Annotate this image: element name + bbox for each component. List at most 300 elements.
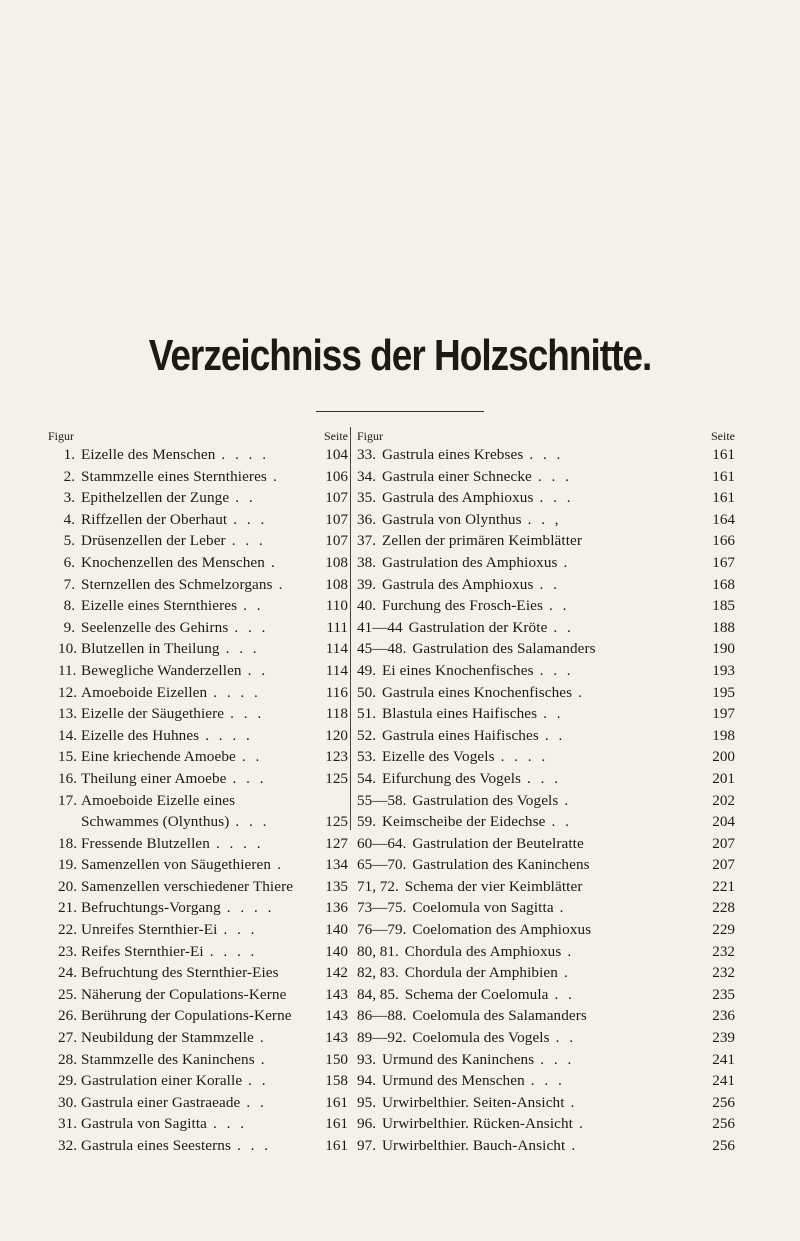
entry-title: Gastrula von Olynthus xyxy=(381,510,522,528)
list-item xyxy=(357,1070,735,1092)
leader-dots: . . , xyxy=(527,510,562,528)
page-number: 161 xyxy=(712,467,735,485)
entry-text xyxy=(405,876,693,898)
entry-text xyxy=(405,984,693,1006)
figure-number: 82, 83. xyxy=(357,964,399,982)
figure-number: 22. xyxy=(58,921,77,939)
figure-number: 6. xyxy=(63,553,75,571)
figure-header: Figur xyxy=(357,429,384,443)
figure-number: 65—70. xyxy=(357,856,407,874)
entry-text xyxy=(412,919,693,941)
entry-title: Chordula des Amphioxus xyxy=(404,942,562,960)
entry-text xyxy=(382,487,693,509)
entry-title: Riffzellen der Oberhaut xyxy=(81,510,228,528)
entry-title: Gastrula einer Gastraeade xyxy=(81,1093,241,1111)
list-item xyxy=(58,984,348,1006)
list-item xyxy=(357,703,735,725)
figure-number: 95. xyxy=(357,1093,376,1111)
page-number: 166 xyxy=(712,532,735,550)
leader-dots: . . xyxy=(544,726,566,744)
entry-title: Gastrula eines Seesterns xyxy=(81,1137,232,1154)
entry-text xyxy=(81,487,308,509)
list-item xyxy=(357,574,735,596)
figure-number: 7. xyxy=(63,575,75,593)
list-item xyxy=(357,552,735,574)
entry-text xyxy=(382,682,693,704)
list-item xyxy=(357,1027,735,1049)
entry-text xyxy=(382,444,693,466)
figure-number: 84, 85. xyxy=(357,985,399,1003)
entry-title: Schema der vier Keimblätter xyxy=(404,877,583,895)
figure-number: 17. xyxy=(58,791,77,809)
page-number: 236 xyxy=(712,1007,735,1025)
list-item xyxy=(58,811,348,833)
entry-title: Eizelle des Huhnes xyxy=(81,726,200,744)
page-number: 232 xyxy=(712,942,735,960)
figure-number: 15. xyxy=(58,748,77,766)
entry-title: Gastrulation des Salamanders xyxy=(412,640,596,658)
leader-dots: . . . xyxy=(233,510,268,528)
list-item xyxy=(357,1135,735,1157)
entry-title: Näherung der Copulations-Kerne xyxy=(81,985,287,1003)
entry-title: Stammzelle eines Sternthieres xyxy=(81,467,267,485)
figure-number: 93. xyxy=(357,1050,376,1068)
figure-number: 26. xyxy=(58,1007,77,1025)
list-item xyxy=(58,876,348,898)
leader-dots: . . . xyxy=(231,532,266,550)
leader-dots: . . . . xyxy=(209,942,258,960)
list-item xyxy=(357,919,735,941)
figure-number: 33. xyxy=(357,446,376,463)
page-number: 125 xyxy=(325,813,348,831)
entry-text xyxy=(81,660,308,682)
entry-title: Gastrula eines Krebses xyxy=(381,446,524,463)
page-number: 158 xyxy=(325,1072,348,1090)
leader-dots: . . . xyxy=(235,813,270,831)
entry-title: Urmund des Menschen xyxy=(381,1072,525,1090)
list-item xyxy=(58,574,348,596)
entry-title: Gastrula des Amphioxus xyxy=(381,575,534,593)
list-item xyxy=(357,1092,735,1114)
entry-text xyxy=(81,1049,308,1071)
entry-title: Gastrula des Amphioxus xyxy=(381,489,534,507)
page-number: 241 xyxy=(712,1072,735,1090)
list-item xyxy=(58,941,348,963)
list-item xyxy=(58,746,348,768)
page-number: 107 xyxy=(325,532,348,550)
figure-number: 9. xyxy=(63,618,75,636)
figure-number: 50. xyxy=(357,683,376,701)
entry-title: Gastrulation des Vogels xyxy=(412,791,559,809)
entry-text xyxy=(405,941,693,963)
leader-dots: . xyxy=(563,553,571,571)
entry-text xyxy=(382,552,693,574)
entry-text xyxy=(412,897,693,919)
figure-number: 54. xyxy=(357,769,376,787)
entry-title: Stammzelle des Kaninchens xyxy=(81,1050,255,1068)
entry-text xyxy=(81,725,308,747)
figure-number: 30. xyxy=(58,1093,77,1111)
list-item xyxy=(357,487,735,509)
page-number: 202 xyxy=(712,791,735,809)
right-entry-list xyxy=(357,444,735,1157)
entry-text xyxy=(382,574,693,596)
page-number: 111 xyxy=(326,618,348,636)
page-number: 207 xyxy=(712,834,735,852)
page-number: 114 xyxy=(325,661,348,679)
page-title: Verzeichniss der Holzschnitte. xyxy=(148,331,652,380)
leader-dots: . xyxy=(277,856,284,874)
entry-text xyxy=(81,530,308,552)
entry-text xyxy=(81,638,308,660)
entry-title: Eizelle der Säugethiere xyxy=(81,705,225,723)
page-number: 135 xyxy=(325,877,348,895)
entry-title: Gastrula eines Knochenfisches xyxy=(381,683,573,701)
figure-number: 29. xyxy=(58,1072,77,1090)
figure-number: 38. xyxy=(357,553,376,571)
entry-text xyxy=(81,444,308,466)
figure-number: 60—64. xyxy=(357,834,407,852)
list-item xyxy=(357,682,735,704)
entry-title: Blastula eines Haifisches xyxy=(381,705,538,723)
leader-dots: . . xyxy=(553,618,574,636)
entry-title: Amoeboide Eizelle eines xyxy=(81,791,236,809)
page-number: 107 xyxy=(325,489,348,507)
page-number: 140 xyxy=(325,942,348,960)
leader-dots: . xyxy=(278,575,286,593)
figure-number: 24. xyxy=(58,964,77,982)
list-item xyxy=(58,509,348,531)
page-number: 256 xyxy=(712,1093,735,1111)
leader-dots: . . xyxy=(554,985,575,1003)
entry-text xyxy=(81,466,308,488)
page-number: 167 xyxy=(712,553,735,571)
list-item xyxy=(357,790,735,812)
list-item xyxy=(58,703,348,725)
list-item xyxy=(357,962,735,984)
entry-title: Drüsenzellen der Leber xyxy=(81,532,226,550)
entry-text xyxy=(382,660,693,682)
page-number: 161 xyxy=(325,1137,348,1154)
entry-title: Urmund des Kaninchens xyxy=(381,1050,535,1068)
list-item xyxy=(58,638,348,660)
leader-dots: . . . . xyxy=(205,726,253,744)
figure-number: 59. xyxy=(357,813,376,831)
entry-text xyxy=(81,876,308,898)
page-number: 142 xyxy=(325,964,348,982)
page-number: 134 xyxy=(325,856,348,874)
entry-text xyxy=(81,854,308,876)
list-item xyxy=(58,487,348,509)
list-item xyxy=(357,1113,735,1135)
entry-text xyxy=(81,768,308,790)
list-item xyxy=(58,617,348,639)
leader-dots: . xyxy=(567,942,575,960)
entry-title: Amoeboide Eizellen xyxy=(81,683,208,701)
page-number: 104 xyxy=(325,446,348,463)
entry-title: Theilung einer Amoebe xyxy=(81,769,227,787)
list-item xyxy=(58,682,348,704)
figure-number: 49. xyxy=(357,661,376,679)
right-column xyxy=(357,428,735,1157)
list-item xyxy=(58,530,348,552)
figure-number: 71, 72. xyxy=(357,877,399,895)
entry-text xyxy=(81,617,308,639)
entry-text xyxy=(81,552,308,574)
leader-dots: . . . xyxy=(225,640,260,658)
entry-title: Furchung des Frosch-Eies xyxy=(381,597,543,615)
list-item xyxy=(357,833,735,855)
figure-number: 39. xyxy=(357,575,376,593)
figure-number: 20. xyxy=(58,877,77,895)
leader-dots: . . . xyxy=(529,446,564,463)
page-number: 195 xyxy=(712,683,735,701)
leader-dots: . . . . xyxy=(213,683,261,701)
left-entry-list xyxy=(58,444,348,1157)
leader-dots: . xyxy=(563,964,571,982)
leader-dots: . . . xyxy=(237,1137,271,1154)
list-item xyxy=(58,768,348,790)
leader-dots: . xyxy=(578,683,585,701)
list-item xyxy=(58,552,348,574)
figure-number: 52. xyxy=(357,726,376,744)
entry-title: Urwirbelthier. Rücken-Ansicht xyxy=(381,1115,573,1133)
figure-number: 19. xyxy=(58,856,77,874)
page-header: Seite xyxy=(711,429,735,443)
entry-title: Befruchtung des Sternthier-Eies xyxy=(81,964,279,982)
figure-header: Figur xyxy=(48,429,75,443)
page-number: 136 xyxy=(325,899,348,917)
entry-title: Blutzellen in Theilung xyxy=(81,640,220,658)
entry-title: Samenzellen von Säugethieren xyxy=(81,856,272,874)
figure-number: 27. xyxy=(58,1029,77,1047)
page-number: 200 xyxy=(712,748,735,766)
leader-dots: . . . xyxy=(213,1115,247,1133)
entry-text xyxy=(81,833,308,855)
list-item xyxy=(58,833,348,855)
leader-dots: . xyxy=(571,1137,579,1154)
page-number: 239 xyxy=(712,1029,735,1047)
figure-number: 25. xyxy=(58,985,77,1003)
entry-title: Eizelle eines Sternthieres xyxy=(81,597,238,615)
entry-title: Gastrula von Sagitta xyxy=(81,1115,208,1133)
figure-number: 45—48. xyxy=(357,640,407,658)
list-item xyxy=(357,725,735,747)
list-item xyxy=(357,854,735,876)
page-number: 235 xyxy=(712,985,735,1003)
leader-dots: . . xyxy=(543,705,564,723)
entry-title: Chordula der Amphibien xyxy=(404,964,558,982)
entry-text xyxy=(81,1070,308,1092)
left-column xyxy=(48,428,348,1157)
leader-dots: . . . xyxy=(530,1072,565,1090)
figure-number: 11. xyxy=(58,661,77,679)
list-item xyxy=(357,876,735,898)
entry-text xyxy=(405,962,693,984)
list-item xyxy=(357,1005,735,1027)
leader-dots: . . xyxy=(247,661,269,679)
leader-dots: . xyxy=(570,1093,578,1111)
leader-dots: . . xyxy=(243,597,264,615)
page-number: 188 xyxy=(712,618,735,636)
entry-text xyxy=(382,1135,693,1157)
leader-dots: . . . xyxy=(223,921,258,939)
page-number: 198 xyxy=(712,726,735,744)
figure-number: 12. xyxy=(58,683,77,701)
leader-dots: . . . xyxy=(232,769,267,787)
page-number: 221 xyxy=(712,877,735,895)
leader-dots: . . . xyxy=(540,1050,575,1068)
entry-text xyxy=(382,768,693,790)
entry-title: Coelomula von Sagitta xyxy=(412,899,554,917)
leader-dots: . . xyxy=(235,489,256,507)
entry-title: Gastrulation des Kaninchens xyxy=(412,856,590,874)
entry-title: Fressende Blutzellen xyxy=(81,834,210,852)
list-item xyxy=(357,530,735,552)
list-item xyxy=(357,746,735,768)
leader-dots: . xyxy=(259,1029,267,1047)
entry-text xyxy=(382,811,693,833)
entry-title: Befruchtungs-Vorgang xyxy=(81,899,221,917)
entry-text xyxy=(81,595,308,617)
page-number: 161 xyxy=(712,489,735,507)
entry-title: Eizelle des Menschen xyxy=(81,446,216,463)
page-number: 193 xyxy=(712,661,735,679)
entry-title: Coelomation des Amphioxus xyxy=(412,921,592,939)
page-number: 232 xyxy=(712,964,735,982)
figure-number: 18. xyxy=(58,834,77,852)
entry-text xyxy=(382,530,693,552)
list-item xyxy=(58,466,348,488)
page-number: 143 xyxy=(325,1029,348,1047)
figure-number: 31. xyxy=(58,1115,77,1133)
figure-number: 80, 81. xyxy=(357,942,399,960)
entry-text xyxy=(382,746,693,768)
entry-text xyxy=(382,509,693,531)
left-column-header xyxy=(48,428,348,444)
list-item xyxy=(357,466,735,488)
figure-number: 8. xyxy=(63,597,75,615)
leader-dots: . . xyxy=(241,748,263,766)
figure-number: 28. xyxy=(58,1050,77,1068)
entry-title: Gastrulation des Amphioxus xyxy=(381,553,558,571)
page-number: 161 xyxy=(325,1115,348,1133)
leader-dots: . . . . xyxy=(500,748,549,766)
figure-number: 14. xyxy=(58,726,77,744)
page-header: Seite xyxy=(324,429,348,443)
page-number: 123 xyxy=(325,748,348,766)
figure-number: 16. xyxy=(58,769,77,787)
list-item xyxy=(357,984,735,1006)
list-item xyxy=(58,897,348,919)
entry-text xyxy=(81,962,308,984)
leader-dots: . . xyxy=(539,575,560,593)
figure-number: 40. xyxy=(357,597,376,615)
page-number: 161 xyxy=(325,1093,348,1111)
page-number: 116 xyxy=(325,683,348,701)
list-item xyxy=(58,1005,348,1027)
leader-dots: . . xyxy=(248,1072,269,1090)
entry-text xyxy=(81,1005,308,1027)
entry-title: Berührung der Copulations-Kerne xyxy=(81,1007,292,1025)
entry-title: Gastrulation einer Koralle xyxy=(81,1072,243,1090)
entry-title: Eifurchung des Vogels xyxy=(381,769,522,787)
list-item xyxy=(357,444,735,466)
entry-text xyxy=(81,703,308,725)
list-item xyxy=(357,638,735,660)
figure-number: 3. xyxy=(63,489,75,507)
list-item xyxy=(58,1070,348,1092)
list-item xyxy=(357,897,735,919)
entry-title: Seelenzelle des Gehirns xyxy=(81,618,229,636)
entry-title: Zellen der primären Keimblätter xyxy=(381,532,583,550)
list-item xyxy=(357,509,735,531)
entry-title: Unreifes Sternthier-Ei xyxy=(81,921,218,939)
leader-dots: . . . . xyxy=(226,899,275,917)
list-item xyxy=(58,595,348,617)
entry-text xyxy=(382,595,693,617)
figure-number: 5. xyxy=(63,532,75,550)
entry-text xyxy=(382,466,693,488)
figure-number: 23. xyxy=(58,942,77,960)
list-item xyxy=(58,725,348,747)
figure-number: 2. xyxy=(63,467,75,485)
figure-number: 86—88. xyxy=(357,1007,407,1025)
list-item xyxy=(58,1092,348,1114)
entry-text xyxy=(412,833,693,855)
page-number: 197 xyxy=(712,705,735,723)
figure-number: 73—75. xyxy=(357,899,407,917)
entry-title: Urwirbelthier. Bauch-Ansicht xyxy=(381,1137,566,1154)
page-number: 256 xyxy=(712,1115,735,1133)
figure-number: 10. xyxy=(58,640,77,658)
entry-title: Samenzellen verschiedener Thiere xyxy=(81,877,294,895)
leader-dots: . . . xyxy=(537,467,572,485)
entry-title: Coelomula des Vogels xyxy=(412,1029,550,1047)
figure-number: 21. xyxy=(58,899,77,917)
page-number: 107 xyxy=(325,510,348,528)
entry-text xyxy=(81,919,308,941)
entry-text xyxy=(81,682,308,704)
list-item xyxy=(357,1049,735,1071)
figure-number: 4. xyxy=(63,510,75,528)
entry-text xyxy=(81,1027,308,1049)
list-item xyxy=(58,919,348,941)
entry-title: Knochenzellen des Menschen xyxy=(81,553,265,571)
leader-dots: . xyxy=(559,899,567,917)
page-number: 164 xyxy=(712,510,735,528)
list-item xyxy=(357,617,735,639)
entry-title: Coelomula des Salamanders xyxy=(412,1007,587,1025)
page-number: 143 xyxy=(325,985,348,1003)
page-number: 140 xyxy=(325,921,348,939)
leader-dots: . . xyxy=(551,813,572,831)
figure-number: 96. xyxy=(357,1115,376,1133)
page-number: 118 xyxy=(325,705,348,723)
entry-text xyxy=(81,1135,308,1157)
entry-text xyxy=(81,790,308,812)
figure-number: 37. xyxy=(357,532,376,550)
entry-text xyxy=(81,941,308,963)
leader-dots: . . . xyxy=(527,769,562,787)
entry-title: Gastrula einer Schnecke xyxy=(381,467,532,485)
entry-text xyxy=(81,984,308,1006)
figure-number: 1. xyxy=(63,446,75,463)
leader-dots: . xyxy=(579,1115,586,1133)
entry-text xyxy=(81,746,308,768)
page-number: 150 xyxy=(325,1050,348,1068)
list-item xyxy=(58,660,348,682)
